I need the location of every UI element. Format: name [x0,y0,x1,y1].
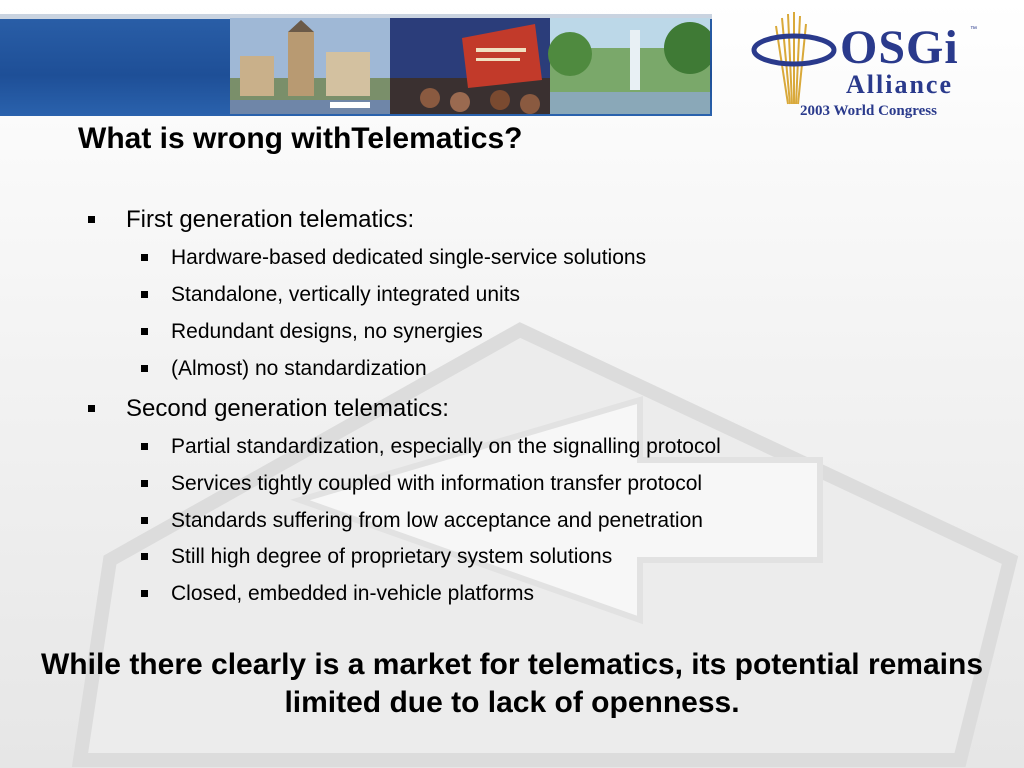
square-bullet-icon [141,365,148,372]
square-bullet-icon [141,553,148,560]
square-bullet-icon [141,254,148,261]
logo-event: 2003 World Congress [800,103,937,119]
logo-brand: OSGi [840,21,959,74]
square-bullet-icon [141,517,148,524]
square-bullet-icon [88,216,95,223]
slide-title: What is wrong withTelematics? [78,122,523,155]
conclusion-statement: While there clearly is a market for telematics, its potential remains limited due to lack of openness. [40,648,984,719]
logo-trademark: ™ [970,26,977,33]
square-bullet-icon [141,443,148,450]
square-bullet-icon [141,291,148,298]
square-bullet-icon [141,480,148,487]
bullet-list: First generation telematics: Hardware-based dedicated single-service solutions Standalone, vertically integrated units Redundant designs, no synergies (Almost) no standardization Second generation telematics: Partial standardization, especially on the signalling protocol Services tightly coupled with information transfer protocol Standards suffering from low acceptance and penetration Still high degree of proprietary system solutions Closed, embedded in-vehicle platforms [0,0,1024,768]
square-bullet-icon [88,405,95,412]
logo-subtitle: Alliance [846,70,953,99]
square-bullet-icon [141,328,148,335]
square-bullet-icon [141,590,148,597]
